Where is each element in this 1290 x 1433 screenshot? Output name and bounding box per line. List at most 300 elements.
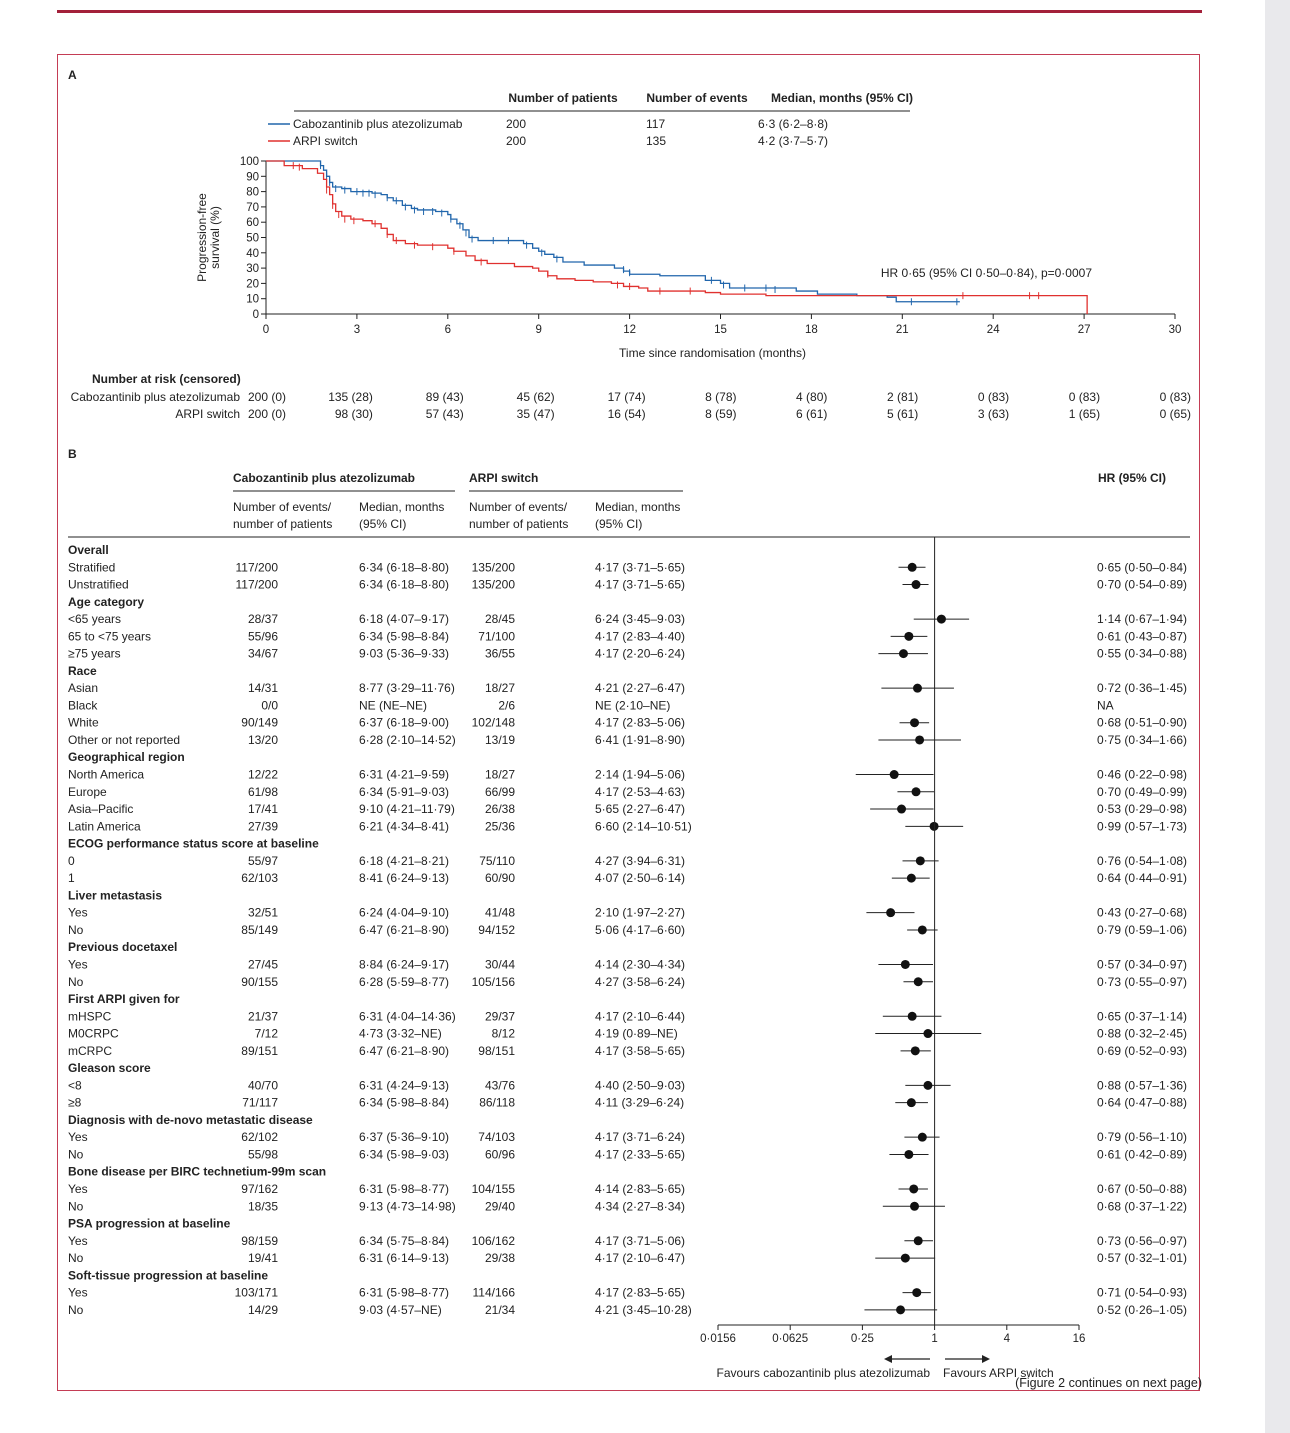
row-caboz-events-16: 27/39 <box>247 819 278 834</box>
y-tick-label-20: 20 <box>246 278 259 291</box>
row-arpi-events-1: 135/200 <box>471 560 515 575</box>
row-hr-text-24: 0·57 (0·34–0·97) <box>1097 957 1188 972</box>
row-arpi-median-28: 4·19 (0·89–NE) <box>595 1026 678 1041</box>
row-hr-text-28: 0·88 (0·32–2·45) <box>1097 1026 1188 1041</box>
x-tick-label-6: 6 <box>444 324 452 336</box>
row-label-31: <8 <box>68 1078 82 1093</box>
row-label-13: North America <box>68 767 145 782</box>
row-label-10: White <box>68 715 99 730</box>
y-axis-label-line1: Progression-free <box>195 193 209 282</box>
row-arpi-events-13: 18/27 <box>484 767 515 782</box>
hr-point-31 <box>923 1081 932 1090</box>
risk-table-title: Number at risk (censored) <box>92 372 241 386</box>
row-caboz-median-37: 6·31 (5·98–8·77) <box>359 1181 450 1196</box>
row-label-41: No <box>68 1251 84 1266</box>
hr-point-18 <box>916 856 925 865</box>
row-arpi-median-18: 4·27 (3·94–6·31) <box>595 853 686 868</box>
risk-value-0-0: 200 (0) <box>248 390 287 404</box>
row-arpi-events-15: 26/38 <box>484 802 515 817</box>
row-label-34: Yes <box>68 1130 88 1145</box>
row-caboz-median-29: 6·47 (6·21–8·90) <box>359 1043 450 1058</box>
risk-value-0-9: 0 (83) <box>1068 390 1101 404</box>
x-tick-label-21: 21 <box>895 324 909 336</box>
subgroup-header-0: Overall <box>68 543 109 557</box>
row-caboz-events-28: 7/12 <box>254 1026 278 1041</box>
row-arpi-events-40: 106/162 <box>471 1233 515 1248</box>
row-arpi-events-19: 60/90 <box>484 871 515 886</box>
row-hr-text-13: 0·46 (0·22–0·98) <box>1097 767 1188 782</box>
row-caboz-events-32: 71/117 <box>242 1095 278 1110</box>
row-label-2: Unstratified <box>68 577 129 592</box>
row-label-11: Other or not reported <box>68 732 181 747</box>
row-caboz-events-25: 90/155 <box>241 974 278 989</box>
hr-point-41 <box>901 1254 910 1263</box>
row-label-25: No <box>68 974 84 989</box>
subgroup-header-33: Diagnosis with de-novo metastatic disease <box>68 1112 313 1127</box>
row-arpi-events-24: 30/44 <box>484 957 515 972</box>
row-arpi-events-28: 8/12 <box>491 1026 515 1041</box>
risk-value-0-7: 2 (81) <box>886 390 919 404</box>
hr-point-43 <box>912 1288 921 1297</box>
legend-name-0: Cabozantinib plus atezolizumab <box>293 117 463 131</box>
row-caboz-median-43: 6·31 (5·98–8·77) <box>359 1285 450 1300</box>
row-caboz-events-14: 61/98 <box>247 784 278 799</box>
forest-tick-label-5: 16 <box>1072 1333 1086 1345</box>
row-hr-text-34: 0·79 (0·56–1·10) <box>1097 1130 1188 1145</box>
subgroup-header-36: Bone disease per BIRC technetium-99m scan <box>68 1164 327 1179</box>
column-header-3-1: (95% CI) <box>595 517 643 531</box>
row-arpi-median-16: 6·60 (2·14–10·51) <box>595 819 692 834</box>
y-tick-label-100: 100 <box>239 156 259 168</box>
column-header-3-0: Median, months <box>595 500 681 514</box>
row-arpi-median-2: 4·17 (3·71–5·65) <box>595 577 686 592</box>
row-hr-text-18: 0·76 (0·54–1·08) <box>1097 853 1188 868</box>
y-tick-label-0: 0 <box>252 309 259 321</box>
row-arpi-median-10: 4·17 (2·83–5·06) <box>595 715 686 730</box>
x-tick-label-0: 0 <box>262 324 270 336</box>
hr-point-44 <box>896 1305 905 1314</box>
row-arpi-events-8: 18/27 <box>484 681 515 696</box>
row-arpi-events-22: 94/152 <box>478 922 515 937</box>
row-caboz-median-24: 8·84 (6·24–9·17) <box>359 957 450 972</box>
row-label-24: Yes <box>68 957 88 972</box>
row-caboz-median-16: 6·21 (4·34–8·41) <box>359 819 450 834</box>
panel-label-b: B <box>68 447 77 461</box>
column-header-1-1: (95% CI) <box>359 517 407 531</box>
row-arpi-events-6: 36/55 <box>484 646 515 661</box>
row-label-14: Europe <box>68 784 107 799</box>
row-label-27: mHSPC <box>68 1009 112 1024</box>
forest-tick-label-4: 4 <box>1003 1333 1011 1345</box>
row-label-15: Asia–Pacific <box>68 802 134 817</box>
row-arpi-median-1: 4·17 (3·71–5·65) <box>595 560 686 575</box>
x-tick-label-15: 15 <box>714 324 727 336</box>
row-arpi-events-5: 71/100 <box>478 629 515 644</box>
hr-point-6 <box>899 649 908 658</box>
risk-value-0-6: 4 (80) <box>796 390 828 404</box>
y-tick-label-70: 70 <box>246 201 259 214</box>
row-arpi-events-44: 21/34 <box>484 1302 515 1317</box>
row-hr-text-22: 0·79 (0·59–1·06) <box>1097 922 1188 937</box>
row-arpi-median-31: 4·40 (2·50–9·03) <box>595 1078 686 1093</box>
row-arpi-median-34: 4·17 (3·71–6·24) <box>595 1130 686 1145</box>
row-caboz-events-19: 62/103 <box>241 871 278 886</box>
row-caboz-events-8: 14/31 <box>247 681 278 696</box>
row-hr-text-4: 1·14 (0·67–1·94) <box>1097 612 1188 627</box>
column-header-0-0: Number of events/ <box>233 500 332 514</box>
risk-value-0-4: 17 (74) <box>607 390 646 404</box>
risk-value-0-5: 8 (78) <box>705 390 737 404</box>
y-tick-label-40: 40 <box>246 247 259 260</box>
risk-value-1-8: 3 (63) <box>977 407 1010 421</box>
hr-point-22 <box>918 925 927 934</box>
hr-point-1 <box>908 563 917 572</box>
hr-point-40 <box>914 1236 923 1245</box>
hr-header: HR (95% CI) <box>1097 471 1166 485</box>
row-label-40: Yes <box>68 1233 88 1248</box>
forest-tick-label-1: 0·0625 <box>772 1333 809 1345</box>
row-hr-text-6: 0·55 (0·34–0·88) <box>1097 646 1188 661</box>
hr-point-13 <box>890 770 899 779</box>
row-arpi-events-18: 75/110 <box>479 853 515 868</box>
row-hr-text-25: 0·73 (0·55–0·97) <box>1097 974 1188 989</box>
row-arpi-events-11: 13/19 <box>484 732 515 747</box>
row-caboz-median-13: 6·31 (4·21–9·59) <box>359 767 450 782</box>
x-tick-label-12: 12 <box>623 324 636 336</box>
row-label-22: No <box>68 922 84 937</box>
risk-value-1-7: 5 (61) <box>886 407 919 421</box>
favours-right-arrowhead <box>982 1355 990 1363</box>
hr-point-21 <box>886 908 895 917</box>
row-hr-text-43: 0·71 (0·54–0·93) <box>1097 1285 1188 1300</box>
subgroup-header-23: Previous docetaxel <box>68 940 178 955</box>
km-curve-1 <box>266 161 1087 314</box>
hr-point-25 <box>914 977 923 986</box>
row-caboz-events-10: 90/149 <box>241 715 278 730</box>
legend-patients-1: 200 <box>506 134 527 148</box>
row-arpi-median-35: 4·17 (2·33–5·65) <box>595 1147 686 1162</box>
subgroup-header-26: First ARPI given for <box>68 992 180 1007</box>
row-caboz-median-15: 9·10 (4·21–11·79) <box>359 802 455 817</box>
row-caboz-events-18: 55/97 <box>247 853 278 868</box>
row-label-35: No <box>68 1147 84 1162</box>
risk-value-0-2: 89 (43) <box>425 390 464 404</box>
row-label-9: Black <box>68 698 98 713</box>
hr-point-5 <box>904 632 913 641</box>
row-arpi-median-21: 2·10 (1·97–2·27) <box>595 905 686 920</box>
row-arpi-events-4: 28/45 <box>484 612 515 627</box>
row-label-21: Yes <box>68 905 88 920</box>
hr-point-32 <box>907 1098 916 1107</box>
row-label-6: ≥75 years <box>68 646 121 661</box>
row-arpi-median-5: 4·17 (2·83–4·40) <box>595 629 686 644</box>
row-arpi-events-10: 102/148 <box>471 715 515 730</box>
risk-value-0-10: 0 (83) <box>1159 390 1191 404</box>
legend-events-0: 117 <box>646 117 666 131</box>
row-hr-text-14: 0·70 (0·49–0·99) <box>1097 784 1188 799</box>
hr-annotation: HR 0·65 (95% CI 0·50–0·84), p=0·0007 <box>880 266 1092 280</box>
row-caboz-events-1: 117/200 <box>235 560 278 575</box>
row-caboz-median-10: 6·37 (6·18–9·00) <box>359 715 450 730</box>
row-label-37: Yes <box>68 1181 88 1196</box>
row-arpi-events-41: 29/38 <box>484 1251 515 1266</box>
group-header-caboz: Cabozantinib plus atezolizumab <box>233 471 416 485</box>
hr-point-19 <box>907 874 916 883</box>
row-hr-text-16: 0·99 (0·57–1·73) <box>1097 819 1188 834</box>
row-caboz-median-8: 8·77 (3·29–11·76) <box>359 681 455 696</box>
row-caboz-median-21: 6·24 (4·04–9·10) <box>359 905 450 920</box>
row-hr-text-10: 0·68 (0·51–0·90) <box>1097 715 1188 730</box>
subgroup-header-17: ECOG performance status score at baseline <box>68 836 319 851</box>
row-label-18: 0 <box>68 853 75 868</box>
row-label-5: 65 to <75 years <box>68 629 152 644</box>
row-caboz-events-40: 98/159 <box>241 1233 278 1248</box>
x-tick-label-3: 3 <box>353 324 361 336</box>
row-hr-text-37: 0·67 (0·50–0·88) <box>1097 1181 1188 1196</box>
forest-tick-label-0: 0·0156 <box>700 1333 736 1345</box>
risk-value-1-2: 57 (43) <box>425 407 464 421</box>
row-arpi-median-41: 4·17 (2·10–6·47) <box>595 1251 686 1266</box>
row-caboz-events-2: 117/200 <box>235 577 278 592</box>
row-arpi-median-24: 4·14 (2·30–4·34) <box>595 957 686 972</box>
hr-point-34 <box>918 1133 927 1142</box>
row-hr-text-44: 0·52 (0·26–1·05) <box>1097 1302 1188 1317</box>
row-arpi-median-9: NE (2·10–NE) <box>595 698 671 713</box>
hr-point-10 <box>910 718 919 727</box>
row-caboz-median-28: 4·73 (3·32–NE) <box>359 1026 442 1041</box>
row-caboz-events-43: 103/171 <box>234 1285 278 1300</box>
row-arpi-median-14: 4·17 (2·53–4·63) <box>595 784 686 799</box>
subgroup-header-42: Soft-tissue progression at baseline <box>68 1268 269 1283</box>
row-caboz-median-32: 6·34 (5·98–8·84) <box>359 1095 450 1110</box>
row-hr-text-41: 0·57 (0·32–1·01) <box>1097 1251 1188 1266</box>
legend-header-1: Number of events <box>646 91 748 105</box>
row-hr-text-11: 0·75 (0·34–1·66) <box>1097 732 1188 747</box>
row-caboz-events-15: 17/41 <box>247 802 278 817</box>
panel-label-a: A <box>68 68 77 82</box>
row-arpi-events-27: 29/37 <box>484 1009 515 1024</box>
row-arpi-events-14: 66/99 <box>484 784 515 799</box>
y-tick-label-50: 50 <box>246 232 259 245</box>
row-caboz-median-40: 6·34 (5·75–8·84) <box>359 1233 450 1248</box>
subgroup-header-30: Gleason score <box>68 1061 151 1076</box>
risk-value-1-0: 200 (0) <box>248 407 287 421</box>
y-axis-label-group <box>195 193 222 282</box>
forest-tick-label-3: 1 <box>931 1333 938 1345</box>
hr-point-14 <box>912 787 921 796</box>
row-caboz-median-1: 6·34 (6·18–8·80) <box>359 560 450 575</box>
column-header-2-0: Number of events/ <box>469 500 568 514</box>
legend-events-1: 135 <box>646 134 667 148</box>
row-caboz-median-35: 6·34 (5·98–9·03) <box>359 1147 450 1162</box>
row-label-44: No <box>68 1302 84 1317</box>
risk-value-0-8: 0 (83) <box>977 390 1010 404</box>
hr-point-4 <box>937 615 946 624</box>
row-caboz-events-22: 85/149 <box>241 922 278 937</box>
risk-label-1: ARPI switch <box>175 407 240 421</box>
row-hr-text-15: 0·53 (0·29–0·98) <box>1097 802 1188 817</box>
hr-point-29 <box>911 1046 920 1055</box>
row-caboz-median-9: NE (NE–NE) <box>359 698 428 713</box>
row-hr-text-5: 0·61 (0·43–0·87) <box>1097 629 1188 644</box>
subgroup-header-7: Race <box>68 663 97 678</box>
row-arpi-median-38: 4·34 (2·27–8·34) <box>595 1199 686 1214</box>
row-arpi-median-40: 4·17 (3·71–5·06) <box>595 1233 686 1248</box>
row-arpi-median-44: 4·21 (3·45–10·28) <box>595 1302 692 1317</box>
row-hr-text-27: 0·65 (0·37–1·14) <box>1097 1009 1188 1024</box>
favours-right-label: Favours ARPI switch <box>943 1366 1054 1380</box>
risk-value-1-5: 8 (59) <box>705 407 737 421</box>
hr-point-24 <box>901 960 910 969</box>
favours-left-label: Favours cabozantinib plus atezolizumab <box>716 1366 930 1380</box>
row-arpi-events-2: 135/200 <box>471 577 515 592</box>
row-arpi-median-27: 4·17 (2·10–6·44) <box>595 1009 686 1024</box>
row-label-8: Asian <box>68 681 99 696</box>
legend-patients-0: 200 <box>506 117 527 131</box>
hr-point-16 <box>930 822 939 831</box>
row-arpi-events-29: 98/151 <box>478 1043 515 1058</box>
row-arpi-events-31: 43/76 <box>484 1078 515 1093</box>
legend-median-1: 4·2 (3·7–5·7) <box>758 134 829 148</box>
row-label-19: 1 <box>68 871 75 886</box>
row-arpi-median-19: 4·07 (2·50–6·14) <box>595 871 686 886</box>
row-caboz-events-27: 21/37 <box>247 1009 278 1024</box>
row-hr-text-2: 0·70 (0·54–0·89) <box>1097 577 1188 592</box>
row-arpi-median-13: 2·14 (1·94–5·06) <box>595 767 686 782</box>
row-arpi-median-22: 5·06 (4·17–6·60) <box>595 922 686 937</box>
row-arpi-events-32: 86/118 <box>479 1095 515 1110</box>
row-label-16: Latin America <box>68 819 141 834</box>
hr-point-11 <box>915 735 924 744</box>
row-caboz-median-18: 6·18 (4·21–8·21) <box>359 853 450 868</box>
forest-tick-label-2: 0·25 <box>850 1333 874 1345</box>
column-header-2-1: number of patients <box>469 517 569 531</box>
row-hr-text-35: 0·61 (0·42–0·89) <box>1097 1147 1188 1162</box>
row-label-4: <65 years <box>68 612 122 627</box>
row-caboz-events-6: 34/67 <box>247 646 278 661</box>
row-arpi-median-43: 4·17 (2·83–5·65) <box>595 1285 686 1300</box>
y-axis-label-line2: survival (%) <box>208 206 222 269</box>
km-curve-0 <box>266 161 960 302</box>
x-tick-label-18: 18 <box>805 324 818 336</box>
x-tick-label-9: 9 <box>535 324 542 336</box>
y-tick-label-10: 10 <box>246 293 259 306</box>
legend-header-0: Number of patients <box>508 91 618 105</box>
subgroup-header-20: Liver metastasis <box>68 888 163 903</box>
row-caboz-median-44: 9·03 (4·57–NE) <box>359 1302 442 1317</box>
row-caboz-median-5: 6·34 (5·98–8·84) <box>359 629 450 644</box>
row-caboz-events-29: 89/151 <box>241 1043 278 1058</box>
row-label-32: ≥8 <box>68 1095 82 1110</box>
row-label-28: M0CRPC <box>68 1026 119 1041</box>
row-arpi-median-6: 4·17 (2·20–6·24) <box>595 646 686 661</box>
row-arpi-median-32: 4·11 (3·29–6·24) <box>595 1095 685 1110</box>
row-caboz-median-38: 9·13 (4·73–14·98) <box>359 1199 456 1214</box>
row-caboz-events-37: 97/162 <box>241 1181 278 1196</box>
row-caboz-median-14: 6·34 (5·91–9·03) <box>359 784 450 799</box>
row-hr-text-21: 0·43 (0·27–0·68) <box>1097 905 1188 920</box>
y-tick-label-80: 80 <box>246 186 259 199</box>
legend-median-0: 6·3 (6·2–8·8) <box>758 117 829 131</box>
row-caboz-events-11: 13/20 <box>247 732 278 747</box>
hr-point-38 <box>910 1202 919 1211</box>
row-hr-text-1: 0·65 (0·50–0·84) <box>1097 560 1188 575</box>
row-arpi-median-29: 4·17 (3·58–5·65) <box>595 1043 686 1058</box>
column-header-1-0: Median, months <box>359 500 445 514</box>
row-arpi-events-43: 114/166 <box>472 1285 515 1300</box>
row-caboz-median-6: 9·03 (5·36–9·33) <box>359 646 450 661</box>
legend-header-2: Median, months (95% CI) <box>770 91 914 105</box>
row-caboz-median-31: 6·31 (4·24–9·13) <box>359 1078 450 1093</box>
row-hr-text-31: 0·88 (0·57–1·36) <box>1097 1078 1188 1093</box>
row-caboz-median-2: 6·34 (6·18–8·80) <box>359 577 450 592</box>
row-caboz-median-19: 8·41 (6·24–9·13) <box>359 871 450 886</box>
row-arpi-median-8: 4·21 (2·27–6·47) <box>595 681 686 696</box>
row-caboz-median-22: 6·47 (6·21–8·90) <box>359 922 450 937</box>
row-hr-text-29: 0·69 (0·52–0·93) <box>1097 1043 1188 1058</box>
row-caboz-events-5: 55/96 <box>247 629 278 644</box>
column-header-0-1: number of patients <box>233 517 333 531</box>
y-tick-label-90: 90 <box>246 171 259 184</box>
x-tick-label-27: 27 <box>1077 324 1091 336</box>
subgroup-header-3: Age category <box>68 594 145 609</box>
row-arpi-events-35: 60/96 <box>484 1147 515 1162</box>
y-tick-label-60: 60 <box>246 217 259 230</box>
row-arpi-median-11: 6·41 (1·91–8·90) <box>595 732 686 747</box>
row-caboz-events-21: 32/51 <box>247 905 278 920</box>
row-caboz-events-38: 18/35 <box>247 1199 278 1214</box>
hr-point-27 <box>908 1012 917 1021</box>
row-caboz-median-27: 6·31 (4·04–14·36) <box>359 1009 456 1024</box>
subgroup-header-12: Geographical region <box>68 750 185 765</box>
x-tick-label-24: 24 <box>986 324 1000 336</box>
risk-label-0: Cabozantinib plus atezolizumab <box>70 390 240 404</box>
row-caboz-events-24: 27/45 <box>247 957 278 972</box>
row-label-29: mCRPC <box>68 1043 112 1058</box>
risk-value-0-1: 135 (28) <box>328 390 373 404</box>
continuation-note: (Figure 2 continues on next page) <box>1015 1376 1202 1390</box>
risk-value-1-6: 6 (61) <box>796 407 828 421</box>
y-tick-label-30: 30 <box>246 263 259 276</box>
legend-name-1: ARPI switch <box>293 134 358 148</box>
row-arpi-events-9: 2/6 <box>498 698 515 713</box>
row-hr-text-38: 0·68 (0·37–1·22) <box>1097 1199 1188 1214</box>
row-caboz-events-4: 28/37 <box>247 612 278 627</box>
row-caboz-events-13: 12/22 <box>247 767 278 782</box>
risk-value-1-4: 16 (54) <box>607 407 646 421</box>
hr-point-8 <box>913 684 922 693</box>
row-caboz-median-11: 6·28 (2·10–14·52) <box>359 732 456 747</box>
group-header-arpi: ARPI switch <box>469 471 539 485</box>
hr-point-28 <box>923 1029 932 1038</box>
risk-value-1-10: 0 (65) <box>1159 407 1191 421</box>
row-label-43: Yes <box>68 1285 88 1300</box>
row-arpi-median-37: 4·14 (2·83–5·65) <box>595 1181 686 1196</box>
hr-point-37 <box>909 1184 918 1193</box>
row-arpi-events-37: 104/155 <box>471 1181 515 1196</box>
row-caboz-median-4: 6·18 (4·07–9·17) <box>359 612 450 627</box>
risk-value-0-3: 45 (62) <box>516 390 555 404</box>
x-tick-label-30: 30 <box>1168 324 1182 336</box>
row-arpi-events-25: 105/156 <box>471 974 515 989</box>
risk-value-1-9: 1 (65) <box>1068 407 1101 421</box>
row-caboz-events-34: 62/102 <box>241 1130 278 1145</box>
row-label-1: Stratified <box>68 560 116 575</box>
hr-point-35 <box>904 1150 913 1159</box>
row-hr-text-32: 0·64 (0·47–0·88) <box>1097 1095 1188 1110</box>
row-hr-text-8: 0·72 (0·36–1·45) <box>1097 681 1188 696</box>
row-caboz-median-41: 6·31 (6·14–9·13) <box>359 1251 450 1266</box>
